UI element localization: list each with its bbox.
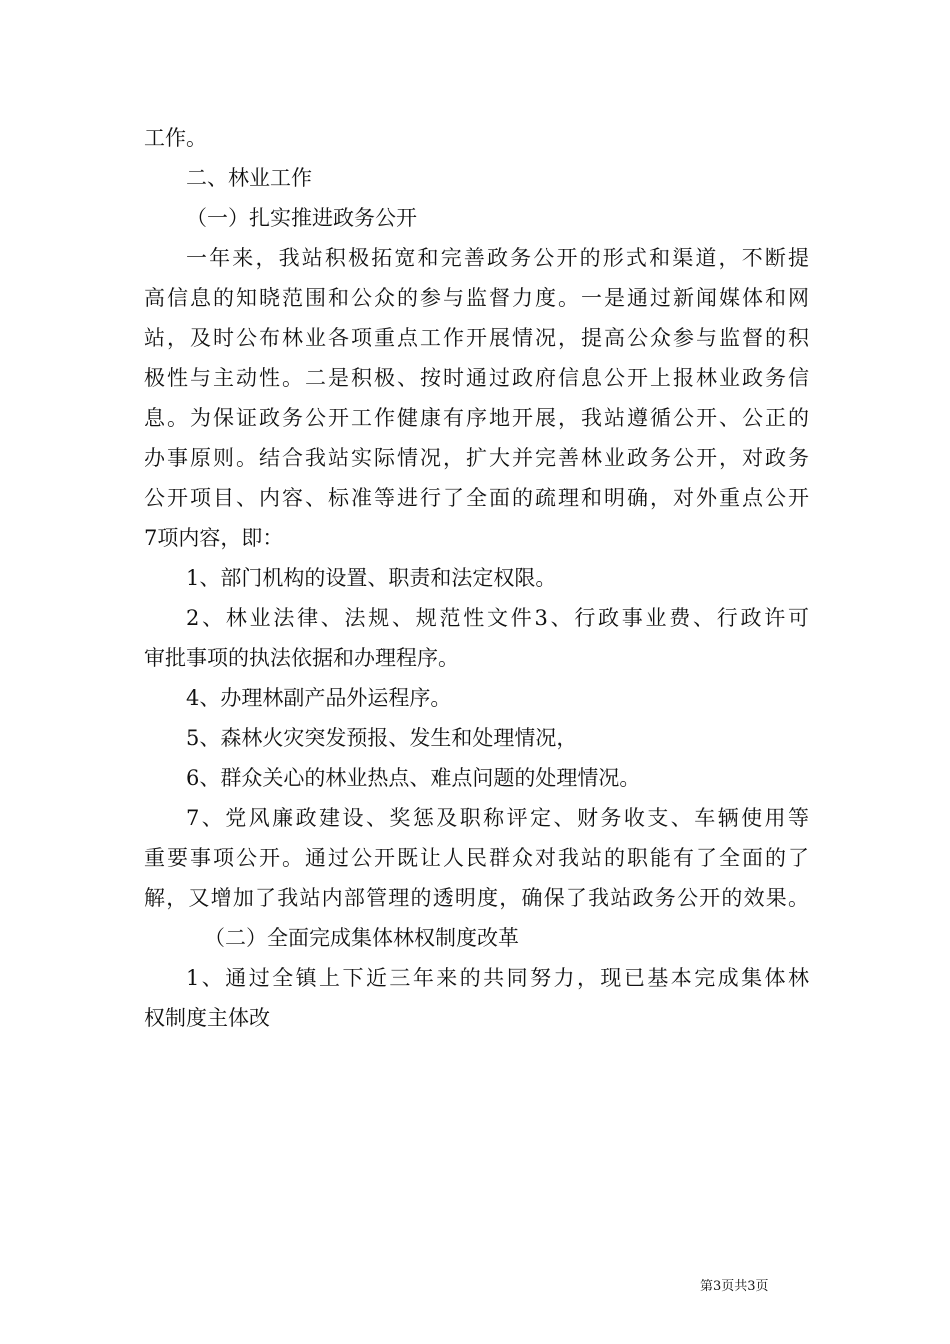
- document-line: 解，又增加了我站内部管理的透明度，确保了我站政务公开的效果。: [144, 886, 809, 910]
- document-line: 权制度主体改: [144, 1006, 270, 1030]
- document-line: （二）全面完成集体林权制度改革: [204, 926, 519, 950]
- document-line: 1、通过全镇上下近三年来的共同努力，现已基本完成集体林: [186, 966, 809, 990]
- document-line: 2、林业法律、法规、规范性文件3、行政事业费、行政许可: [186, 606, 809, 630]
- document-line: 1、部门机构的设置、职责和法定权限。: [186, 566, 557, 590]
- document-line: 息。为保证政务公开工作健康有序地开展，我站遵循公开、公正的: [144, 406, 809, 430]
- document-line: 站，及时公布林业各项重点工作开展情况，提高公众参与监督的积: [144, 326, 809, 350]
- page-number-footer: 第3页共3页: [700, 1279, 769, 1294]
- document-line: 5、森林火灾突发预报、发生和处理情况，: [186, 726, 578, 750]
- document-line: 一年来，我站积极拓宽和完善政务公开的形式和渠道，不断提: [186, 246, 809, 270]
- document-line: 工作。: [144, 126, 207, 150]
- document-body: [144, 118, 809, 1038]
- document-line: 办事原则。结合我站实际情况，扩大并完善林业政务公开，对政务: [144, 446, 809, 470]
- document-line: 公开项目、内容、标准等进行了全面的疏理和明确，对外重点公开: [144, 486, 809, 510]
- document-line: 审批事项的执法依据和办理程序。: [144, 646, 459, 670]
- document-line: 二、林业工作: [186, 166, 312, 190]
- document-line: 7项内容，即：: [144, 526, 284, 550]
- document-line: 6、群众关心的林业热点、难点问题的处理情况。: [186, 766, 641, 790]
- document-line: 7、党风廉政建设、奖惩及职称评定、财务收支、车辆使用等: [186, 806, 809, 830]
- document-line: 4、办理林副产品外运程序。: [186, 686, 452, 710]
- document-line: 重要事项公开。通过公开既让人民群众对我站的职能有了全面的了: [144, 846, 809, 870]
- document-line: 极性与主动性。二是积极、按时通过政府信息公开上报林业政务信: [144, 366, 809, 390]
- document-line: （一）扎实推进政务公开: [186, 206, 417, 230]
- document-line: 高信息的知晓范围和公众的参与监督力度。一是通过新闻媒体和网: [144, 286, 809, 310]
